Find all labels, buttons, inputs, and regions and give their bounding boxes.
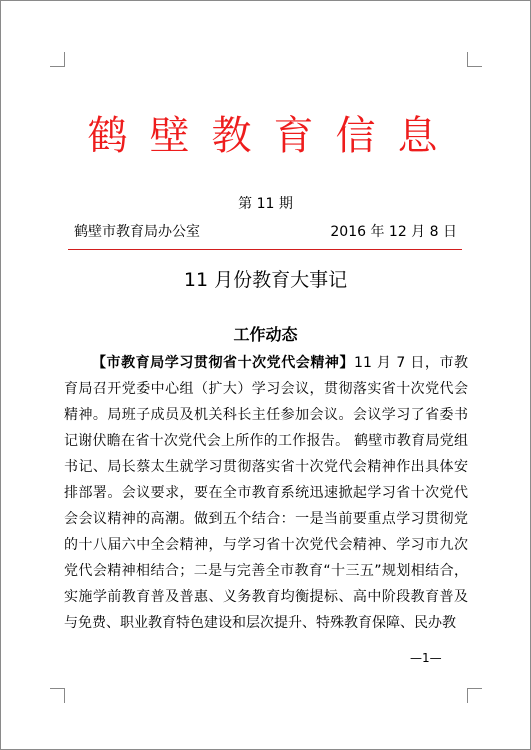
crop-mark-top-right xyxy=(467,52,482,67)
paragraph-text: 11 月 7 日，市教育局召开党委中心组（扩大）学习会议，贯彻落实省十次党代会精神。局班子成员及机关科长主任参加会议。会议学习了省委书记谢伏瞻在省十次党代会上所作的工作报告。 鹤壁市教育局党组书记、局长蔡太生就学习贯彻落实省十次党代会精神作出具体安排部署。会议要求，要在全市教育系统迅速掀起学习省十次党代会会议精神的高潮。做到五个结合：一是当前要重点学习贯彻党的十八届六中全会精神，与学习省十次党代会精神、学习市九次党代会精神相结合；二是与完善全市教育“十三五”规划相结合，实施学前教育普及普惠、义务教育均衡提标、高中阶段教育普及与免费、职业教育特色建设和层次提升、特殊教育保障、民办教 xyxy=(64,355,469,631)
paragraph-lead: 【市教育局学习贯彻省十次党代会精神】 xyxy=(92,355,355,371)
document-title: 11 月份教育大事记 xyxy=(183,269,348,291)
section-heading: 工作动态 xyxy=(233,325,298,344)
crop-mark-bottom-left xyxy=(50,688,65,703)
issuing-office: 鹤壁市教育局办公室 xyxy=(74,224,200,240)
body-paragraph xyxy=(64,350,468,636)
header-divider xyxy=(68,249,462,250)
crop-mark-top-left xyxy=(50,52,65,67)
issue-number: 第 11 期 xyxy=(238,196,293,212)
issue-date: 2016 年 12 月 8 日 xyxy=(330,224,457,240)
crop-mark-bottom-right xyxy=(467,688,482,703)
page-number: —1— xyxy=(410,651,442,665)
masthead-title: 鹤壁教育信息 xyxy=(87,113,460,159)
